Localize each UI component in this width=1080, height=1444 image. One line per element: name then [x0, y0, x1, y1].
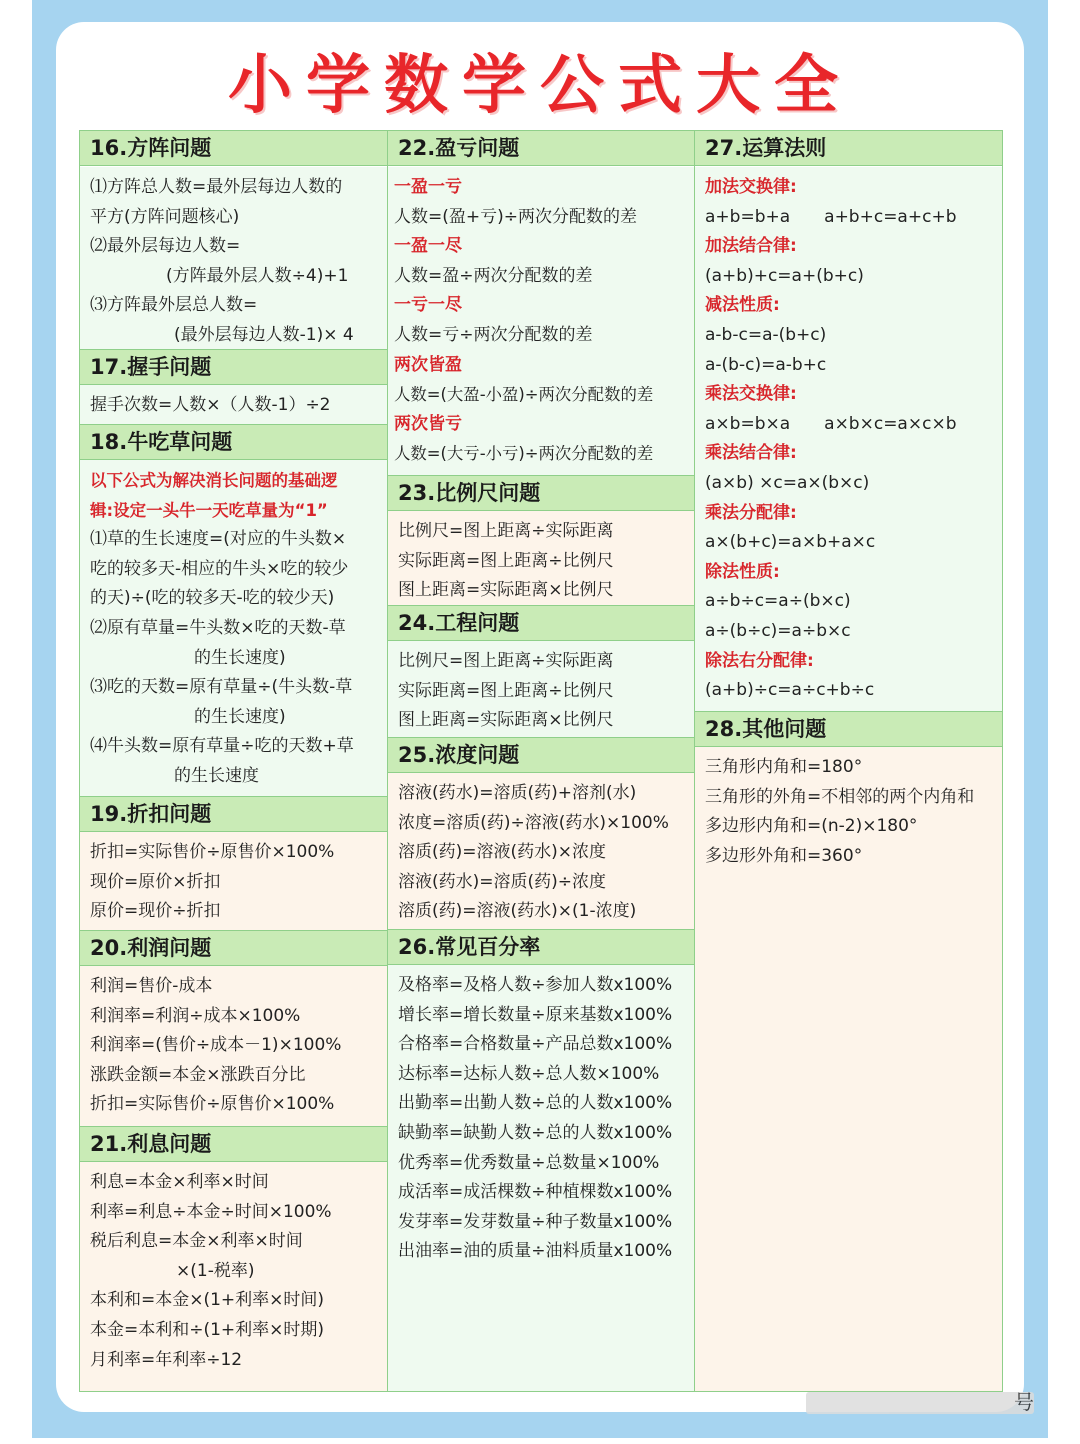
formula-line: 三角形内角和=180°	[705, 757, 863, 777]
watermark-text: 号	[1014, 1390, 1034, 1414]
formula-subtitle: 一亏一尽	[394, 295, 462, 316]
formula-line: ⑷牛头数=原有草量÷吃的天数+草	[90, 736, 354, 757]
section-body	[80, 966, 387, 1126]
formula-subtitle: 减法性质:	[705, 295, 780, 316]
formula-line: 利息=本金×利率×时间	[90, 1172, 269, 1192]
section-body	[388, 167, 694, 475]
section-body	[388, 965, 694, 1391]
formula-line: (方阵最外层人数÷4)+1	[166, 265, 349, 286]
formula-line: a×(b+c)=a×b+a×c	[705, 532, 876, 553]
formula-line: ⑶方阵最外层总人数=	[90, 295, 258, 316]
section-22	[388, 131, 694, 475]
formula-line: 实际距离=图上距离÷比例尺	[398, 680, 614, 701]
formula-subtitle: 加法结合律:	[705, 236, 797, 257]
formula-subtitle: 两次皆亏	[394, 413, 462, 434]
formula-line: a÷(b÷c)=a÷b×c	[705, 620, 851, 641]
section-body	[695, 747, 1002, 1391]
section-body	[80, 167, 387, 349]
section-title: 25.浓度问题	[388, 737, 694, 773]
section-body	[388, 641, 694, 737]
formula-line: 图上距离=实际距离×比例尺	[398, 710, 614, 731]
formula-line: 出勤率=出勤人数÷总的人数x100%	[398, 1093, 673, 1114]
formula-line: 成活率=成活棵数÷种植棵数x100%	[398, 1182, 673, 1203]
formula-subtitle: 除法性质:	[705, 561, 780, 582]
section-19	[80, 796, 387, 930]
formula-line: 利润率=利润÷成本×100%	[90, 1005, 301, 1026]
section-body	[80, 460, 387, 796]
formula-subtitle: 乘法结合律:	[705, 443, 797, 464]
formula-line: 利率=利息÷本金÷时间×100%	[90, 1201, 332, 1222]
column-3	[695, 131, 1002, 1391]
formula-line: 人数=(大亏-小亏)÷两次分配数的差	[394, 444, 654, 464]
formula-line: 实际距离=图上距离÷比例尺	[398, 550, 614, 571]
formula-line: 税后利息=本金×利率×时间	[90, 1231, 303, 1252]
formula-line: 图上距离=实际距离×比例尺	[398, 580, 614, 601]
section-title: 19.折扣问题	[80, 796, 387, 832]
section-title: 20.利润问题	[80, 930, 387, 966]
formula-subtitle: 加法交换律:	[705, 177, 797, 197]
section-title: 21.利息问题	[80, 1126, 387, 1162]
formula-subtitle: 乘法交换律:	[705, 384, 797, 405]
section-17	[80, 349, 387, 424]
formula-line: 溶质(药)=溶液(药水)×浓度	[398, 842, 607, 863]
formula-line: 比例尺=图上距离÷实际距离	[398, 521, 614, 541]
formula-line: 人数=盈÷两次分配数的差	[394, 265, 593, 286]
section-26	[388, 929, 694, 1391]
section-title: 28.其他问题	[695, 711, 1002, 747]
formula-line: 的生长速度	[174, 765, 259, 786]
section-body	[695, 167, 1002, 711]
formula-line: 折扣=实际售价÷原售价×100%	[90, 842, 335, 862]
section-body	[388, 773, 694, 929]
section-21	[80, 1126, 387, 1391]
formula-line: a+b=b+a a+b+c=a+c+b	[705, 206, 957, 227]
formula-line: 人数=亏÷两次分配数的差	[394, 324, 593, 345]
formula-line: 月利率=年利率÷12	[90, 1349, 243, 1370]
formula-line: 出油率=油的质量÷油料质量x100%	[398, 1241, 673, 1262]
formula-line: ⑶吃的天数=原有草量÷(牛头数-草	[90, 677, 353, 698]
formula-line: a-(b-c)=a-b+c	[705, 354, 827, 375]
section-title: 22.盈亏问题	[388, 131, 694, 166]
section-title: 27.运算法则	[695, 131, 1002, 166]
formula-line: ⑵最外层每边人数=	[90, 236, 241, 257]
formula-grid	[79, 130, 1003, 1392]
formula-line: a×b=b×a a×b×c=a×c×b	[705, 413, 957, 434]
section-title: 23.比例尺问题	[388, 475, 694, 511]
formula-line: (a+b)÷c=a÷c+b÷c	[705, 680, 875, 701]
formula-line: 多边形外角和=360°	[705, 845, 863, 866]
formula-line: 增长率=增长数量÷原来基数x100%	[398, 1004, 673, 1025]
formula-subtitle: 乘法分配律:	[705, 502, 797, 523]
section-23	[388, 475, 694, 605]
section-18	[80, 424, 387, 796]
section-27	[695, 131, 1002, 711]
formula-line: a-b-c=a-(b+c)	[705, 324, 827, 345]
formula-line: 的生长速度)	[194, 706, 286, 727]
formula-line: 缺勤率=缺勤人数÷总的人数x100%	[398, 1122, 673, 1143]
formula-line: 溶质(药)=溶液(药水)×(1-浓度)	[398, 901, 637, 922]
formula-line: 利润=售价-成本	[90, 976, 213, 996]
formula-line: 达标率=达标人数÷总人数×100%	[398, 1063, 660, 1084]
formula-line: 比例尺=图上距离÷实际距离	[398, 651, 614, 671]
formula-line: 的天)÷(吃的较多天-吃的较少天)	[90, 588, 335, 609]
formula-line: (a+b)+c=a+(b+c)	[705, 265, 864, 286]
formula-subtitle: 除法右分配律:	[705, 650, 814, 671]
formula-line: ⑴方阵总人数=最外层每边人数的	[90, 177, 343, 197]
formula-line: 现价=原价×折扣	[90, 871, 221, 892]
formula-line: 人数=(盈+亏)÷两次分配数的差	[394, 206, 637, 227]
formula-line: 本金=本利和÷(1+利率×时期)	[90, 1319, 325, 1340]
section-body	[388, 511, 694, 605]
formula-line: (最外层每边人数-1)× 4	[174, 324, 354, 345]
formula-line: 发芽率=发芽数量÷种子数量x100%	[398, 1211, 673, 1232]
section-24	[388, 605, 694, 737]
section-title: 18.牛吃草问题	[80, 424, 387, 460]
section-body	[80, 1162, 387, 1391]
formula-line: 平方(方阵问题核心)	[90, 206, 240, 227]
formula-line: 原价=现价÷折扣	[90, 901, 221, 922]
section-20	[80, 930, 387, 1126]
formula-line: 多边形内角和=(n-2)×180°	[705, 816, 918, 837]
section-body	[80, 385, 387, 424]
formula-line: 折扣=实际售价÷原售价×100%	[90, 1094, 335, 1115]
formula-line: 人数=(大盈-小盈)÷两次分配数的差	[394, 385, 654, 405]
column-2	[388, 131, 695, 1391]
section-body	[80, 832, 387, 930]
formula-line: 溶液(药水)=溶质(药)+溶剂(水)	[398, 783, 637, 803]
formula-line: ⑵原有草量=牛头数×吃的天数-草	[90, 617, 346, 638]
formula-note: 以下公式为解决消长问题的基础逻	[90, 471, 338, 490]
formula-subtitle: 两次皆盈	[394, 354, 462, 375]
formula-line: ⑴草的生长速度=(对应的牛头数×	[90, 529, 347, 550]
formula-line: 的生长速度)	[194, 647, 286, 668]
formula-line: (a×b) ×c=a×(b×c)	[705, 472, 870, 493]
section-title: 16.方阵问题	[80, 131, 387, 166]
formula-line: 利润率=(售价÷成本－1)×100%	[90, 1035, 342, 1056]
section-title: 24.工程问题	[388, 605, 694, 641]
section-28	[695, 711, 1002, 1391]
formula-line: 涨跌金额=本金×涨跌百分比	[90, 1064, 306, 1085]
formula-line: 吃的较多天-相应的牛头×吃的较少	[90, 558, 349, 579]
page-title: 小学数学公式大全	[228, 49, 852, 123]
column-1	[80, 131, 388, 1391]
formula-line: 握手次数=人数×（人数-1）÷2	[90, 395, 331, 415]
section-title: 17.握手问题	[80, 349, 387, 385]
formula-line: 优秀率=优秀数量÷总数量×100%	[398, 1152, 660, 1173]
watermark-bar	[806, 1392, 1034, 1414]
formula-line: ×(1-税率)	[176, 1260, 255, 1281]
formula-line: 三角形的外角=不相邻的两个内角和	[705, 786, 975, 807]
section-16	[80, 131, 387, 349]
section-25	[388, 737, 694, 929]
section-title: 26.常见百分率	[388, 929, 694, 965]
formula-line: 及格率=及格人数÷参加人数x100%	[398, 975, 673, 995]
formula-line: 溶液(药水)=溶质(药)÷浓度	[398, 871, 607, 892]
formula-line: 本利和=本金×(1+利率×时间)	[90, 1290, 325, 1311]
formula-subtitle: 一盈一尽	[394, 236, 462, 257]
formula-line: 浓度=溶质(药)÷溶液(药水)×100%	[398, 812, 669, 833]
formula-line: 合格率=合格数量÷产品总数x100%	[398, 1034, 673, 1055]
formula-line: a÷b÷c=a÷(b×c)	[705, 591, 851, 612]
formula-note: 辑:设定一头牛一天吃草量为“1”	[90, 500, 328, 520]
formula-subtitle: 一盈一亏	[394, 177, 462, 197]
